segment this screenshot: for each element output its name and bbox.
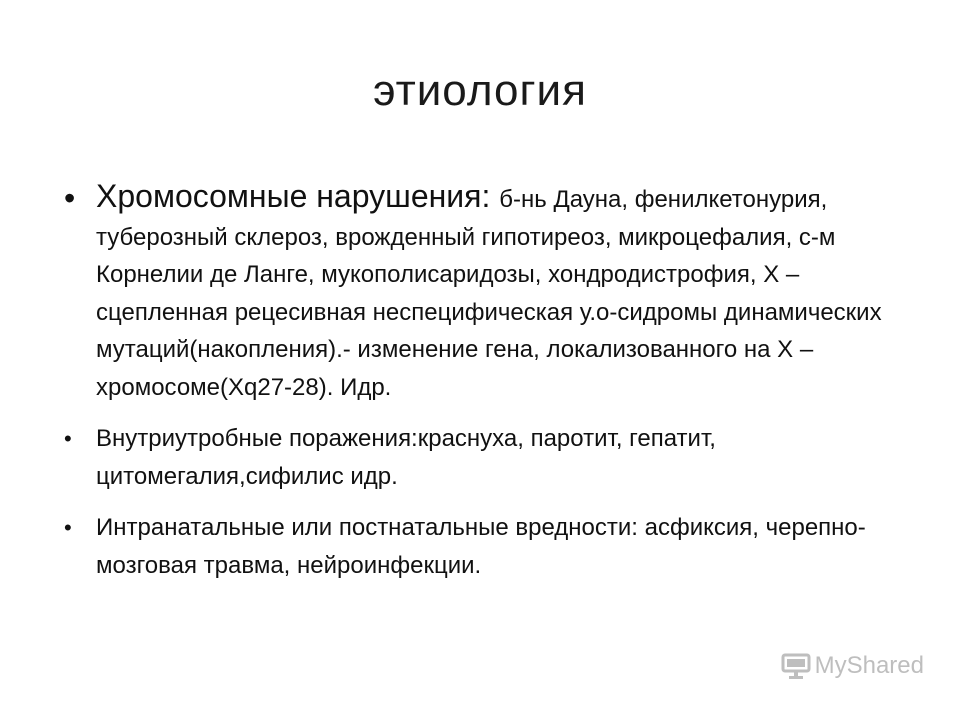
bullet-dot-icon: • — [64, 515, 72, 540]
bullet-item-postnatal — [64, 509, 914, 584]
bullet-item-chromosomal — [64, 178, 914, 406]
bullet-dot-icon: • — [64, 426, 72, 451]
bullet-list — [64, 178, 914, 598]
bullet-text: Интранатальные или постнатальные вредности: асфиксия, черепно-мозговая травма, нейроинфекции. — [96, 514, 866, 579]
bullet-heading: Хромосомные нарушения: — [96, 178, 500, 214]
bullet-dot-icon: • — [64, 180, 76, 216]
bullet-text: Внутриутробные поражения:краснуха, паротит, гепатит, цитомегалия,сифилис идр. — [96, 425, 716, 490]
bullet-item-intrauterine — [64, 420, 914, 495]
slide-title: этиология — [373, 66, 587, 115]
watermark-logo — [781, 652, 924, 680]
watermark-text: MyShared — [814, 652, 924, 679]
bullet-body: б-нь Дауна, фенилкетонурия, туберозный склероз, врожденный гипотиреоз, микроцефалия, с-м Корнелии де Ланге, мукополисаридозы, хондродистрофия, X –сцепленная рецесивная неспецифическая у.о-сидромы динамических мутаций(накопления).- изменение гена, локализованного на X –хромосоме(Xq27-28). Идр. — [96, 186, 882, 401]
projector-screen-icon — [781, 652, 811, 680]
